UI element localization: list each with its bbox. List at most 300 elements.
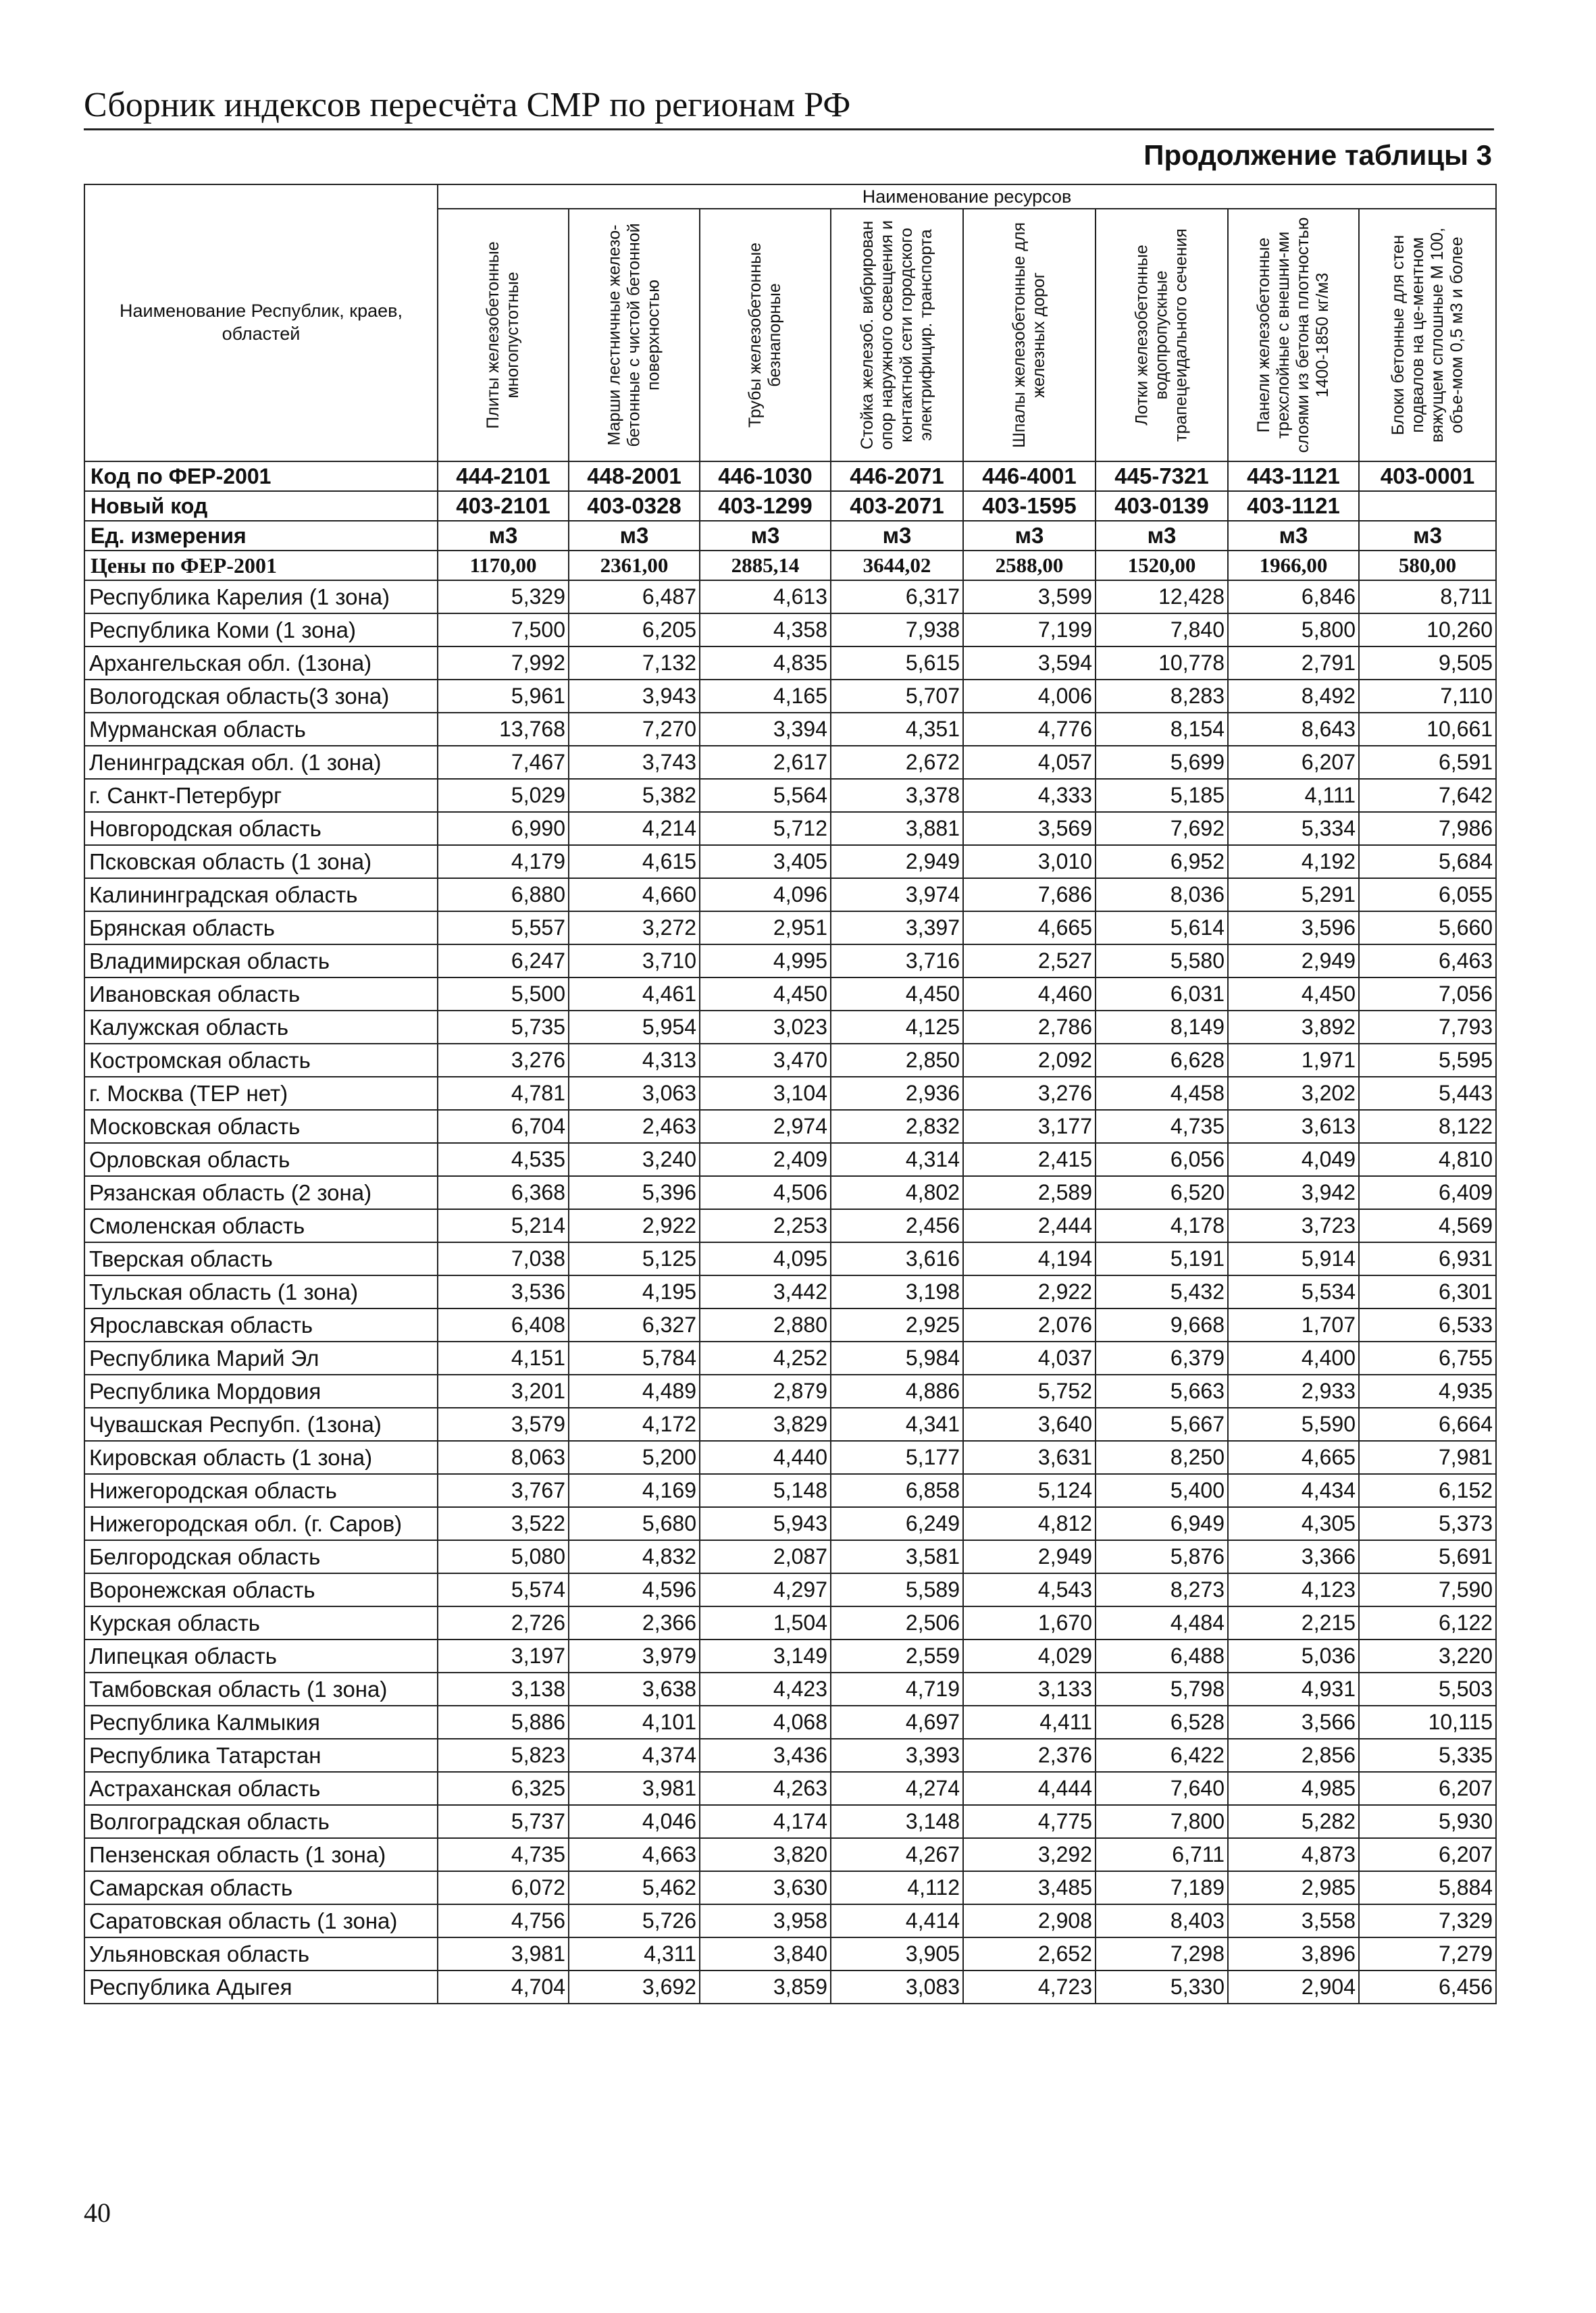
- index-cell: 5,382: [569, 779, 700, 812]
- index-cell: 3,240: [569, 1143, 700, 1176]
- index-cell: 10,115: [1359, 1706, 1496, 1739]
- index-cell: 5,615: [831, 646, 963, 680]
- header-group-row: [84, 184, 1496, 209]
- index-cell: 5,330: [1096, 1971, 1228, 2004]
- index-cell: 2,949: [831, 845, 963, 878]
- region-name: Тульская область (1 зона): [84, 1275, 438, 1308]
- index-cell: 6,249: [831, 1507, 963, 1540]
- index-cell: 8,403: [1096, 1904, 1228, 1937]
- index-cell: 2,879: [700, 1375, 831, 1408]
- meta-row-label: Цены по ФЕР-2001: [84, 551, 438, 580]
- index-cell: 5,691: [1359, 1540, 1496, 1573]
- index-cell: 1,504: [700, 1606, 831, 1640]
- index-cell: 2,672: [831, 746, 963, 779]
- index-cell: 3,442: [700, 1275, 831, 1308]
- index-cell: 4,263: [700, 1772, 831, 1805]
- index-cell: 6,846: [1228, 580, 1359, 613]
- index-cell: 6,533: [1359, 1308, 1496, 1342]
- index-cell: 7,642: [1359, 779, 1496, 812]
- table-row: [84, 1838, 1496, 1871]
- index-cell: 4,192: [1228, 845, 1359, 878]
- index-cell: 4,095: [700, 1242, 831, 1275]
- index-cell: 3,579: [438, 1408, 569, 1441]
- index-cell: 6,990: [438, 812, 569, 845]
- index-cell: 4,450: [1228, 977, 1359, 1011]
- column-header-text: Трубы железобетонные безнапорные: [746, 243, 784, 428]
- region-name: Рязанская область (2 зона): [84, 1176, 438, 1209]
- index-cell: 4,311: [569, 1937, 700, 1971]
- index-cell: 4,832: [569, 1540, 700, 1573]
- index-cell: 5,595: [1359, 1044, 1496, 1077]
- meta-cell: [1359, 491, 1496, 521]
- index-cell: 5,798: [1096, 1673, 1228, 1706]
- index-cell: 2,076: [963, 1308, 1096, 1342]
- table-row: [84, 1904, 1496, 1937]
- meta-cell: 3644,02: [831, 551, 963, 580]
- index-cell: 6,408: [438, 1308, 569, 1342]
- index-cell: 4,006: [963, 680, 1096, 713]
- index-cell: 3,974: [831, 878, 963, 911]
- index-cell: 4,165: [700, 680, 831, 713]
- region-name: Липецкая область: [84, 1640, 438, 1673]
- page-header-title: Сборник индексов пересчёта СМР по регионам РФ: [84, 86, 851, 124]
- index-cell: 6,520: [1096, 1176, 1228, 1209]
- meta-cell: 1966,00: [1228, 551, 1359, 580]
- index-cell: 4,719: [831, 1673, 963, 1706]
- index-cell: 3,470: [700, 1044, 831, 1077]
- index-cell: 3,599: [963, 580, 1096, 613]
- table-continuation-label: Продолжение таблицы 3: [1143, 139, 1492, 171]
- index-cell: 2,951: [700, 911, 831, 944]
- index-cell: 5,663: [1096, 1375, 1228, 1408]
- column-header: [963, 209, 1096, 461]
- index-cell: 4,351: [831, 713, 963, 746]
- index-cell: 3,197: [438, 1640, 569, 1673]
- index-cell: 2,409: [700, 1143, 831, 1176]
- index-cell: 6,325: [438, 1772, 569, 1805]
- index-cell: 2,652: [963, 1937, 1096, 1971]
- region-name: Чувашская Респубп. (1зона): [84, 1408, 438, 1441]
- index-cell: 4,297: [700, 1573, 831, 1606]
- index-cell: 5,800: [1228, 613, 1359, 646]
- index-cell: 4,195: [569, 1275, 700, 1308]
- index-cell: 2,215: [1228, 1606, 1359, 1640]
- index-cell: 6,949: [1096, 1507, 1228, 1540]
- index-cell: 4,057: [963, 746, 1096, 779]
- region-name: Мурманская область: [84, 713, 438, 746]
- index-cell: 2,527: [963, 944, 1096, 977]
- index-cell: 6,327: [569, 1308, 700, 1342]
- index-cell: 3,942: [1228, 1176, 1359, 1209]
- page-number: 40: [84, 2197, 111, 2228]
- index-cell: 3,594: [963, 646, 1096, 680]
- meta-row: [84, 551, 1496, 580]
- meta-cell: м3: [1359, 521, 1496, 551]
- table-row: [84, 1805, 1496, 1838]
- index-cell: 3,638: [569, 1673, 700, 1706]
- index-cell: 3,743: [569, 746, 700, 779]
- region-name: Волгоградская область: [84, 1805, 438, 1838]
- index-cell: 4,535: [438, 1143, 569, 1176]
- index-cell: 6,711: [1096, 1838, 1228, 1871]
- index-cell: 2,376: [963, 1739, 1096, 1772]
- column-header-text: Шпалы железобетонные для железных дорог: [1010, 222, 1048, 449]
- column-header-text: Блоки бетонные для стен подвалов на це-ментном вяжущем сплошные М 100, объе-мом 0,5 м3 и более: [1388, 227, 1466, 443]
- region-name: г. Санкт-Петербург: [84, 779, 438, 812]
- index-cell: 4,101: [569, 1706, 700, 1739]
- index-cell: 4,358: [700, 613, 831, 646]
- meta-cell: 403-1121: [1228, 491, 1359, 521]
- table-row: [84, 1375, 1496, 1408]
- index-cell: 5,125: [569, 1242, 700, 1275]
- index-cell: 5,400: [1096, 1474, 1228, 1507]
- index-cell: 4,723: [963, 1971, 1096, 2004]
- index-cell: 4,414: [831, 1904, 963, 1937]
- index-cell: 2,456: [831, 1209, 963, 1242]
- meta-cell: м3: [438, 521, 569, 551]
- index-cell: 4,461: [569, 977, 700, 1011]
- index-cell: 5,214: [438, 1209, 569, 1242]
- region-name: Белгородская область: [84, 1540, 438, 1573]
- column-header: [569, 209, 700, 461]
- region-name: Новгородская область: [84, 812, 438, 845]
- index-cell: 6,031: [1096, 977, 1228, 1011]
- index-cell: 4,450: [831, 977, 963, 1011]
- index-cell: 5,334: [1228, 812, 1359, 845]
- table-row: [84, 646, 1496, 680]
- index-cell: 7,692: [1096, 812, 1228, 845]
- index-cell: 5,876: [1096, 1540, 1228, 1573]
- index-cell: 5,943: [700, 1507, 831, 1540]
- index-cell: 2,415: [963, 1143, 1096, 1176]
- meta-cell: 2361,00: [569, 551, 700, 580]
- index-cell: 4,214: [569, 812, 700, 845]
- index-cell: 3,566: [1228, 1706, 1359, 1739]
- table-row: [84, 845, 1496, 878]
- index-cell: 3,366: [1228, 1540, 1359, 1573]
- index-cell: 7,986: [1359, 812, 1496, 845]
- index-cell: 3,981: [438, 1937, 569, 1971]
- index-cell: 4,995: [700, 944, 831, 977]
- index-cell: 8,063: [438, 1441, 569, 1474]
- index-cell: 5,462: [569, 1871, 700, 1904]
- region-name: Курская область: [84, 1606, 438, 1640]
- column-header: [1228, 209, 1359, 461]
- index-cell: 9,668: [1096, 1308, 1228, 1342]
- index-cell: 5,954: [569, 1011, 700, 1044]
- index-cell: 6,207: [1228, 746, 1359, 779]
- index-cell: 5,961: [438, 680, 569, 713]
- index-cell: 5,291: [1228, 878, 1359, 911]
- index-cell: 3,272: [569, 911, 700, 944]
- index-cell: 3,292: [963, 1838, 1096, 1871]
- data-rows: [84, 580, 1496, 2004]
- index-cell: 4,178: [1096, 1209, 1228, 1242]
- index-cell: 5,914: [1228, 1242, 1359, 1275]
- index-cell: 5,984: [831, 1342, 963, 1375]
- index-cell: 4,775: [963, 1805, 1096, 1838]
- table-row: [84, 977, 1496, 1011]
- region-name: Пензенская область (1 зона): [84, 1838, 438, 1871]
- index-cell: 3,616: [831, 1242, 963, 1275]
- table-row: [84, 1673, 1496, 1706]
- index-cell: 4,665: [963, 911, 1096, 944]
- index-cell: 4,179: [438, 845, 569, 878]
- index-cell: 3,393: [831, 1739, 963, 1772]
- index-cell: 3,010: [963, 845, 1096, 878]
- index-cell: 5,580: [1096, 944, 1228, 977]
- index-cell: 4,697: [831, 1706, 963, 1739]
- index-cell: 2,949: [963, 1540, 1096, 1573]
- index-cell: 4,440: [700, 1441, 831, 1474]
- region-name: Республика Татарстан: [84, 1739, 438, 1772]
- region-name: Ярославская область: [84, 1308, 438, 1342]
- index-cell: 2,850: [831, 1044, 963, 1077]
- region-name: Республика Мордовия: [84, 1375, 438, 1408]
- index-cell: 5,557: [438, 911, 569, 944]
- index-cell: 4,704: [438, 1971, 569, 2004]
- index-cell: 5,443: [1359, 1077, 1496, 1110]
- table-row: [84, 746, 1496, 779]
- meta-cell: 2885,14: [700, 551, 831, 580]
- meta-cell: 403-2071: [831, 491, 963, 521]
- index-cell: 6,055: [1359, 878, 1496, 911]
- index-cell: 4,096: [700, 878, 831, 911]
- index-cell: 8,492: [1228, 680, 1359, 713]
- index-cell: 10,661: [1359, 713, 1496, 746]
- index-cell: 9,505: [1359, 646, 1496, 680]
- table-row: [84, 1739, 1496, 1772]
- region-name: Нижегородская область: [84, 1474, 438, 1507]
- meta-cell: 1170,00: [438, 551, 569, 580]
- meta-cell: 445-7321: [1096, 461, 1228, 491]
- table-row: [84, 1573, 1496, 1606]
- index-cell: 3,485: [963, 1871, 1096, 1904]
- index-cell: 6,409: [1359, 1176, 1496, 1209]
- index-cell: 6,952: [1096, 845, 1228, 878]
- meta-cell: м3: [700, 521, 831, 551]
- index-cell: 5,503: [1359, 1673, 1496, 1706]
- index-cell: 4,596: [569, 1573, 700, 1606]
- index-cell: 6,487: [569, 580, 700, 613]
- index-cell: 5,191: [1096, 1242, 1228, 1275]
- region-name: Нижегородская обл. (г. Саров): [84, 1507, 438, 1540]
- index-cell: 4,305: [1228, 1507, 1359, 1540]
- table-row: [84, 1176, 1496, 1209]
- index-cell: 2,463: [569, 1110, 700, 1143]
- index-cell: 4,274: [831, 1772, 963, 1805]
- index-cell: 3,630: [700, 1871, 831, 1904]
- index-cell: 5,564: [700, 779, 831, 812]
- index-cell: 2,559: [831, 1640, 963, 1673]
- region-name: Костромская область: [84, 1044, 438, 1077]
- index-cell: 7,038: [438, 1242, 569, 1275]
- table-row: [84, 1606, 1496, 1640]
- index-cell: 7,199: [963, 613, 1096, 646]
- index-cell: 7,793: [1359, 1011, 1496, 1044]
- meta-cell: м3: [569, 521, 700, 551]
- table-row: [84, 779, 1496, 812]
- index-cell: 8,036: [1096, 878, 1228, 911]
- index-cell: 3,397: [831, 911, 963, 944]
- index-cell: 6,422: [1096, 1739, 1228, 1772]
- table-row: [84, 812, 1496, 845]
- index-cell: 4,781: [438, 1077, 569, 1110]
- region-name: Московская область: [84, 1110, 438, 1143]
- index-cell: 2,856: [1228, 1739, 1359, 1772]
- index-cell: 3,149: [700, 1640, 831, 1673]
- index-cell: 5,884: [1359, 1871, 1496, 1904]
- index-cell: 6,368: [438, 1176, 569, 1209]
- index-cell: 8,122: [1359, 1110, 1496, 1143]
- index-cell: 7,590: [1359, 1573, 1496, 1606]
- table-row: [84, 1540, 1496, 1573]
- index-cell: 1,971: [1228, 1044, 1359, 1077]
- index-cell: 4,735: [1096, 1110, 1228, 1143]
- table-row: [84, 1474, 1496, 1507]
- index-cell: 3,905: [831, 1937, 963, 1971]
- index-cell: 8,283: [1096, 680, 1228, 713]
- index-cell: 6,591: [1359, 746, 1496, 779]
- index-cell: 4,665: [1228, 1441, 1359, 1474]
- index-cell: 5,726: [569, 1904, 700, 1937]
- table-row: [84, 1640, 1496, 1673]
- index-cell: 4,037: [963, 1342, 1096, 1375]
- index-cell: 1,670: [963, 1606, 1096, 1640]
- index-cell: 4,341: [831, 1408, 963, 1441]
- region-name: г. Москва (ТЕР нет): [84, 1077, 438, 1110]
- index-cell: 6,379: [1096, 1342, 1228, 1375]
- meta-cell: м3: [963, 521, 1096, 551]
- index-cell: 4,444: [963, 1772, 1096, 1805]
- index-cell: 2,506: [831, 1606, 963, 1640]
- meta-cell: 446-4001: [963, 461, 1096, 491]
- header-rule: [84, 128, 1494, 130]
- table-row: [84, 1971, 1496, 2004]
- index-cell: 7,132: [569, 646, 700, 680]
- index-cell: 5,614: [1096, 911, 1228, 944]
- index-cell: 3,133: [963, 1673, 1096, 1706]
- table-row: [84, 911, 1496, 944]
- index-cell: 5,029: [438, 779, 569, 812]
- table-row: [84, 1507, 1496, 1540]
- table-row: [84, 1937, 1496, 1971]
- index-cell: 6,456: [1359, 1971, 1496, 2004]
- table-row: [84, 613, 1496, 646]
- index-cell: 6,528: [1096, 1706, 1228, 1739]
- index-cell: 6,072: [438, 1871, 569, 1904]
- index-cell: 2,922: [963, 1275, 1096, 1308]
- index-cell: 5,737: [438, 1805, 569, 1838]
- index-cell: 5,329: [438, 580, 569, 613]
- index-cell: 3,723: [1228, 1209, 1359, 1242]
- index-cell: 2,949: [1228, 944, 1359, 977]
- region-name: Самарская область: [84, 1871, 438, 1904]
- index-cell: 4,267: [831, 1838, 963, 1871]
- index-cell: 4,613: [700, 580, 831, 613]
- meta-cell: 403-1595: [963, 491, 1096, 521]
- index-cell: 3,177: [963, 1110, 1096, 1143]
- index-cell: 5,373: [1359, 1507, 1496, 1540]
- index-cell: 4,123: [1228, 1573, 1359, 1606]
- table-row: [84, 580, 1496, 613]
- index-cell: 7,467: [438, 746, 569, 779]
- index-cell: 6,317: [831, 580, 963, 613]
- index-cell: 5,589: [831, 1573, 963, 1606]
- index-cell: 5,282: [1228, 1805, 1359, 1838]
- index-cell: 4,735: [438, 1838, 569, 1871]
- index-cell: 4,333: [963, 779, 1096, 812]
- index-cell: 3,596: [1228, 911, 1359, 944]
- meta-cell: 443-1121: [1228, 461, 1359, 491]
- index-cell: 4,434: [1228, 1474, 1359, 1507]
- region-name: Воронежская область: [84, 1573, 438, 1606]
- meta-row-label: Код по ФЕР-2001: [84, 461, 438, 491]
- index-cell: 3,201: [438, 1375, 569, 1408]
- index-cell: 10,260: [1359, 613, 1496, 646]
- index-cell: 3,198: [831, 1275, 963, 1308]
- meta-cell: 2588,00: [963, 551, 1096, 580]
- index-cell: 2,922: [569, 1209, 700, 1242]
- index-cell: 2,444: [963, 1209, 1096, 1242]
- index-cell: 3,640: [963, 1408, 1096, 1441]
- table-row: [84, 1441, 1496, 1474]
- index-cell: 3,840: [700, 1937, 831, 1971]
- index-cell: 5,080: [438, 1540, 569, 1573]
- table-row: [84, 1275, 1496, 1308]
- region-name: Псковская область (1 зона): [84, 845, 438, 878]
- meta-cell: 1520,00: [1096, 551, 1228, 580]
- index-cell: 8,643: [1228, 713, 1359, 746]
- table-row: [84, 1110, 1496, 1143]
- index-cell: 6,463: [1359, 944, 1496, 977]
- index-cell: 4,886: [831, 1375, 963, 1408]
- index-cell: 3,631: [963, 1441, 1096, 1474]
- index-cell: 4,046: [569, 1805, 700, 1838]
- index-cell: 8,149: [1096, 1011, 1228, 1044]
- index-cell: 4,314: [831, 1143, 963, 1176]
- index-cell: 3,892: [1228, 1011, 1359, 1044]
- index-cell: 3,220: [1359, 1640, 1496, 1673]
- region-name: Тверская область: [84, 1242, 438, 1275]
- index-cell: 3,276: [438, 1044, 569, 1077]
- index-cell: 4,935: [1359, 1375, 1496, 1408]
- index-cell: 4,931: [1228, 1673, 1359, 1706]
- column-header-text: Панели железобетонные трехслойные с внешни-ми слоями из бетона плотностью 1400-1850 кг/м3: [1254, 217, 1332, 453]
- index-cell: 6,056: [1096, 1143, 1228, 1176]
- index-cell: 4,660: [569, 878, 700, 911]
- meta-cell: 446-1030: [700, 461, 831, 491]
- index-cell: 3,148: [831, 1805, 963, 1838]
- table-row: [84, 1242, 1496, 1275]
- index-cell: 4,111: [1228, 779, 1359, 812]
- index-cell: 4,810: [1359, 1143, 1496, 1176]
- index-cell: 8,250: [1096, 1441, 1228, 1474]
- index-cell: 4,169: [569, 1474, 700, 1507]
- index-cell: 6,152: [1359, 1474, 1496, 1507]
- index-cell: 7,279: [1359, 1937, 1496, 1971]
- index-cell: 4,873: [1228, 1838, 1359, 1871]
- index-cell: 4,172: [569, 1408, 700, 1441]
- index-cell: 3,083: [831, 1971, 963, 2004]
- table-row: [84, 1772, 1496, 1805]
- index-cell: 2,366: [569, 1606, 700, 1640]
- index-cell: 5,500: [438, 977, 569, 1011]
- table-row: [84, 680, 1496, 713]
- index-cell: 2,092: [963, 1044, 1096, 1077]
- meta-cell: 403-0001: [1359, 461, 1496, 491]
- index-cell: 3,405: [700, 845, 831, 878]
